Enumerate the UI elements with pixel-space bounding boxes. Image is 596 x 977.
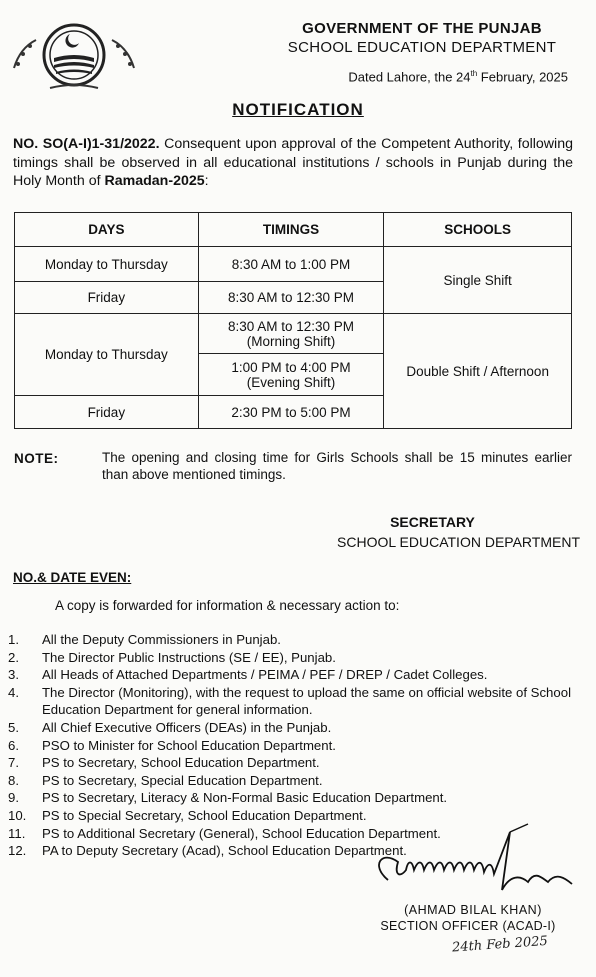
cell-school-single-shift: Single Shift bbox=[384, 247, 572, 314]
list-item bbox=[8, 772, 583, 790]
list-item-text: PS to Secretary, Special Education Department. bbox=[42, 772, 323, 788]
list-item-number: 10. bbox=[8, 807, 27, 823]
handwritten-signature bbox=[360, 820, 580, 905]
cell-timing: 8:30 AM to 12:30 PM bbox=[198, 282, 384, 314]
table-row bbox=[15, 247, 572, 282]
note-label: NOTE: bbox=[14, 451, 59, 466]
cell-timing: 2:30 PM to 5:00 PM bbox=[198, 396, 384, 429]
list-item bbox=[8, 737, 583, 755]
cell-timing-evening: 1:00 PM to 4:00 PM (Evening Shift) bbox=[198, 354, 384, 396]
list-item-text: All Chief Executive Officers (DEAs) in the Punjab. bbox=[42, 719, 332, 735]
list-item-text: The Director (Monitoring), with the request to upload the same on official website of School Education Department for general information. bbox=[42, 684, 571, 718]
forward-text: A copy is forwarded for information & necessary action to: bbox=[55, 598, 400, 613]
cell-day: Monday to Thursday bbox=[15, 314, 199, 396]
list-item-text: PSO to Minister for School Education Department. bbox=[42, 737, 336, 753]
table-row bbox=[15, 314, 572, 354]
no-date-even-label: NO.& DATE EVEN: bbox=[13, 570, 132, 585]
list-item bbox=[8, 719, 583, 737]
notification-date: Dated Lahore, the 24th February, 2025 bbox=[348, 69, 568, 85]
list-item-number: 9. bbox=[8, 790, 19, 806]
list-item-number: 2. bbox=[8, 649, 19, 665]
notification-intro: NO. SO(A-I)1-31/2022. Consequent upon approval of the Competent Authority, following timings shall be observed in all educational institutions / schools in Punjab during the Holy Month of Ramadan-2025: bbox=[13, 136, 573, 189]
list-item-number: 1. bbox=[8, 632, 19, 647]
list-item-text: All the Deputy Commissioners in Punjab. bbox=[42, 632, 281, 647]
list-item-text: PS to Special Secretary, School Education Department. bbox=[42, 807, 367, 823]
column-header-schools: SCHOOLS bbox=[384, 213, 572, 247]
cell-day: Friday bbox=[15, 396, 199, 429]
header-government-title: GOVERNMENT OF THE PUNJAB bbox=[302, 20, 542, 37]
cell-school-double-shift: Double Shift / Afternoon bbox=[384, 314, 572, 429]
column-header-days: DAYS bbox=[15, 213, 199, 247]
list-item-text: PS to Secretary, Literacy & Non-Formal Basic Education Department. bbox=[42, 790, 448, 806]
list-item-text: PA to Deputy Secretary (Acad), School Education Department. bbox=[42, 843, 407, 859]
cell-day: Monday to Thursday bbox=[15, 247, 199, 282]
header-department-title: SCHOOL EDUCATION DEPARTMENT bbox=[287, 39, 557, 56]
list-item bbox=[8, 684, 583, 719]
list-item bbox=[8, 789, 583, 807]
note-text: The opening and closing time for Girls Schools shall be 15 minutes earlier than above mentioned timings. bbox=[102, 450, 572, 482]
list-item-number: 8. bbox=[8, 772, 19, 788]
list-item-number: 3. bbox=[8, 667, 19, 683]
signatory-name: (AHMAD BILAL KHAN) bbox=[404, 903, 542, 917]
secretary-department: SCHOOL EDUCATION DEPARTMENT bbox=[337, 534, 580, 550]
cell-timing-morning: 8:30 AM to 12:30 PM (Morning Shift) bbox=[198, 314, 384, 354]
list-item-number: 11. bbox=[8, 825, 26, 841]
list-item-number: 6. bbox=[8, 737, 19, 753]
cell-day: Friday bbox=[15, 282, 199, 314]
list-item-text: All Heads of Attached Departments / PEIMA / PEF / DREP / Cadet Colleges. bbox=[42, 667, 488, 683]
handwritten-date: 24th Feb 2025 bbox=[451, 933, 549, 956]
punjab-government-logo bbox=[10, 18, 138, 92]
list-item-number: 12. bbox=[8, 843, 27, 859]
column-header-timings: TIMINGS bbox=[198, 213, 384, 247]
list-item-text: The Director Public Instructions (SE / EE), Punjab. bbox=[42, 649, 336, 665]
list-item-text: PS to Additional Secretary (General), School Education Department. bbox=[42, 825, 441, 841]
list-item-number: 4. bbox=[8, 684, 19, 700]
list-item bbox=[8, 666, 583, 684]
list-item-number: 5. bbox=[8, 719, 19, 735]
cell-timing: 8:30 AM to 1:00 PM bbox=[198, 247, 384, 282]
list-item-text: PS to Secretary, School Education Department. bbox=[42, 755, 320, 771]
list-item bbox=[8, 649, 583, 667]
notification-title: NOTIFICATION bbox=[232, 100, 364, 119]
list-item bbox=[8, 631, 583, 649]
signatory-designation: SECTION OFFICER (ACAD-I) bbox=[380, 919, 556, 933]
list-item-number: 7. bbox=[8, 755, 19, 771]
list-item bbox=[8, 754, 583, 772]
ramadan-timings-table bbox=[14, 212, 572, 429]
secretary-title: SECRETARY bbox=[390, 514, 475, 530]
